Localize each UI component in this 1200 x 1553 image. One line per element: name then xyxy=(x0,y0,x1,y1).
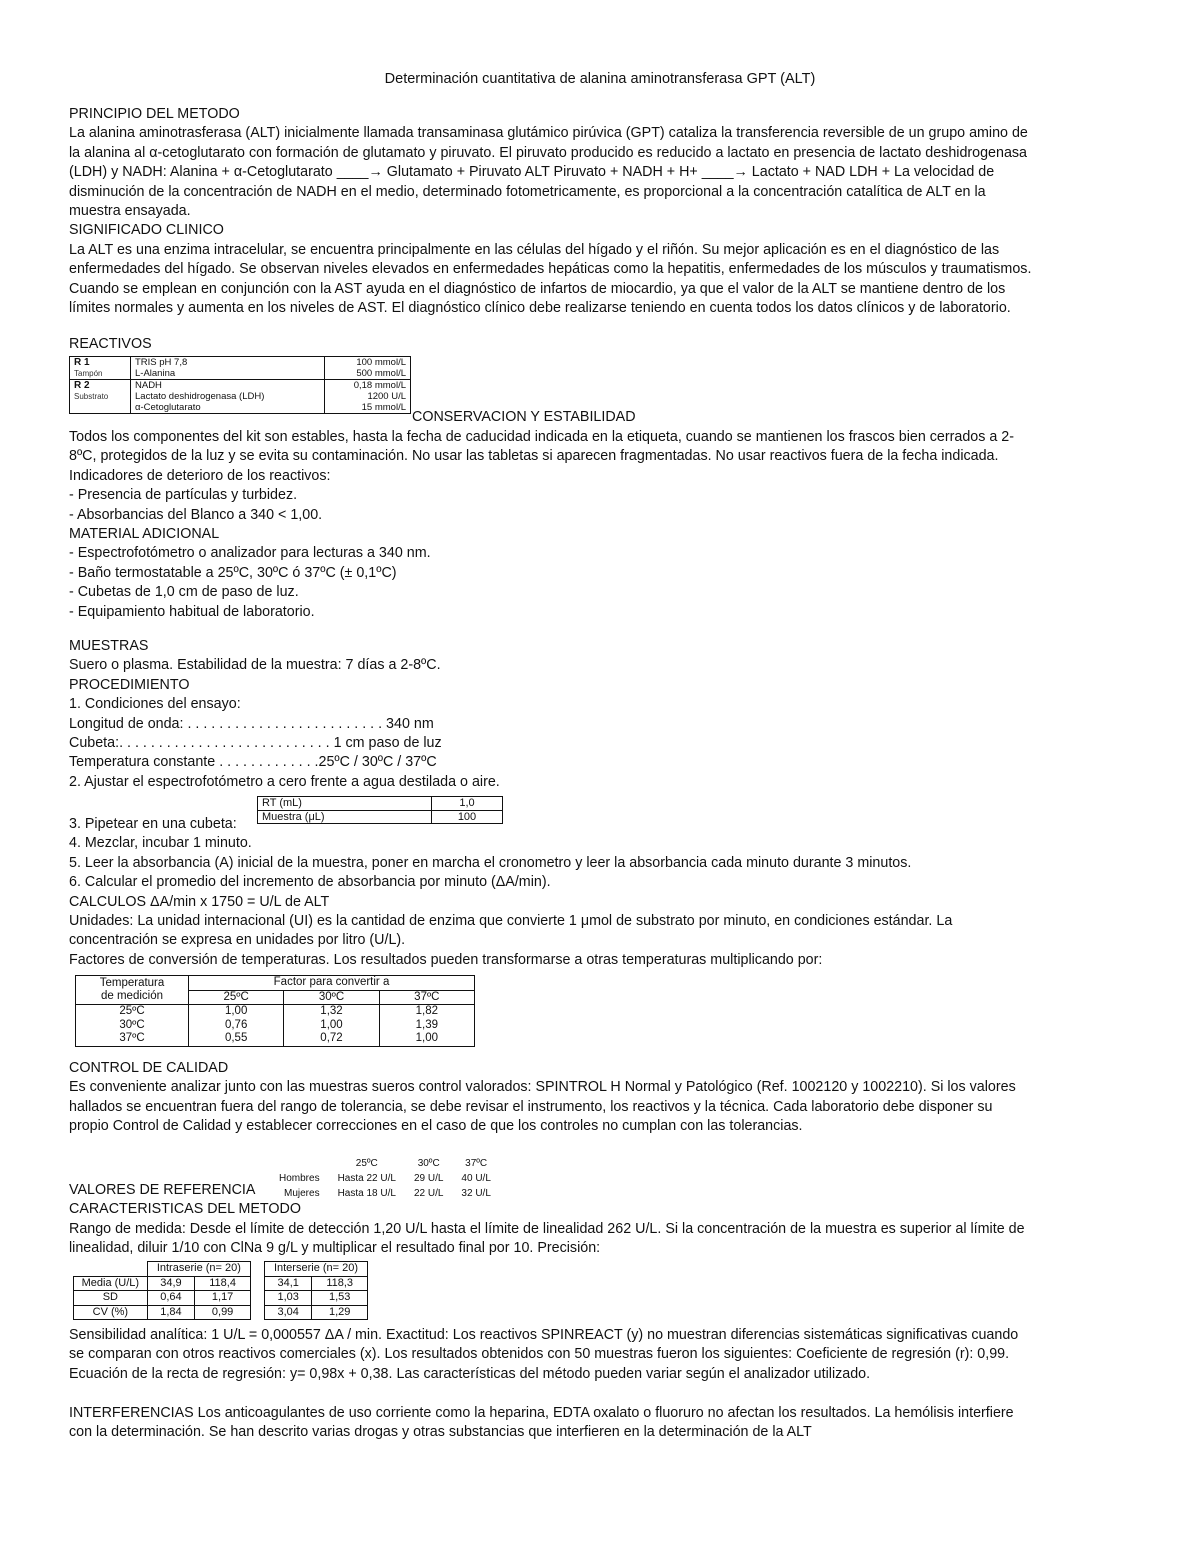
procedimiento-line: Temperatura constante . . . . . . . . . . . . .25ºC / 30ºC / 37ºC xyxy=(69,754,437,771)
intraserie-cell: 118,4 xyxy=(195,1276,251,1291)
material-line: - Baño termostatable a 25ºC, 30ºC ó 37ºC (± 0,1ºC) xyxy=(69,564,397,581)
factor-cell: 0,55 xyxy=(189,1032,284,1046)
significado-line: límites normales y aumenta en los niveles de AST. El diagnóstico clínico debe realizarse teniendo en cuenta todos los datos clínicos y de laboratorio. xyxy=(69,299,1011,316)
muestras-section xyxy=(69,637,1131,792)
reactivo-name: L-Alanina xyxy=(131,368,325,380)
procedimiento-step: 4. Mezclar, incubar 1 minuto. xyxy=(69,835,252,852)
sensibilidad-line: Ecuación de la recta de regresión: y= 0,98x + 0,38. Las características del método pueden variar según el analizador utilizado. xyxy=(69,1365,871,1382)
interserie-row xyxy=(265,1305,368,1320)
intraserie-cell: 1,17 xyxy=(195,1291,251,1306)
conservacion-section xyxy=(69,428,1131,622)
referencia-blank xyxy=(271,1157,328,1170)
factor-cell: 1,39 xyxy=(379,1019,474,1033)
r1-sublabel: Tampón xyxy=(74,369,103,378)
intraserie-label: CV (%) xyxy=(74,1305,148,1320)
significado-heading: SIGNIFICADO CLINICO xyxy=(69,222,224,239)
factor-h2: de medición xyxy=(100,990,163,1002)
calculos-line: concentración se expresa en unidades por litro (U/L). xyxy=(69,932,406,949)
referencia-cell: 32 U/L xyxy=(461,1188,491,1199)
factor-cell: 0,72 xyxy=(284,1032,379,1046)
pipetear-label: RT (mL) xyxy=(258,797,432,811)
interserie-cell: 34,1 xyxy=(265,1276,312,1291)
pipetear-value: 100 xyxy=(432,810,503,824)
principio-line: disminución de la concentración de NADH en el medio, determinado fotometricamente, es proporcional a la concentración catalítica de ALT en la xyxy=(69,183,986,200)
factor-cell: 0,76 xyxy=(189,1019,284,1033)
procedimiento-line: Cubeta:. . . . . . . . . . . . . . . . . . . . . . . . . . . 1 cm paso de luz xyxy=(69,734,442,751)
referencia-col: 37ºC xyxy=(465,1158,488,1169)
conservacion-heading xyxy=(412,408,912,427)
control-line: hallados se encuentran fuera del rango de tolerancia, se debe revisar el instrumento, los reactivos y la técnica. Cada laboratorio debe disponer su xyxy=(69,1098,993,1115)
conservacion-heading-text: CONSERVACION Y ESTABILIDAD xyxy=(412,409,636,425)
significado-line: La ALT es una enzima intracelular, se encuentra principalmente en las células del hígado y el riñón. Su mejor aplicación es en el diagnóstico de las xyxy=(69,241,1000,258)
principio-line: La alanina aminotrasferasa (ALT) inicialmente llamada transaminasa glutámico pirúvica (GPT) cataliza la transferencia reversible de un grupo amino de xyxy=(69,125,1028,142)
intraserie-label: Media (U/L) xyxy=(74,1276,148,1291)
intraserie-row xyxy=(74,1291,251,1306)
pipetear-label: Muestra (μL) xyxy=(258,810,432,824)
procedimiento-line: Longitud de onda: . . . . . . . . . . . . . . . . . . . . . . . . . 340 nm xyxy=(69,715,434,732)
caracteristicas-section xyxy=(69,1181,1131,1259)
reactivos-table xyxy=(69,356,411,414)
reactivo-conc: 500 mmol/L xyxy=(325,368,411,380)
interserie-row xyxy=(265,1276,368,1291)
significado-line: Cuando se emplean en conjunción con la AST ayuda en el diagnóstico de infartos de miocardio, ya que el valor de la ALT se mantiene dentro de los xyxy=(69,280,1006,297)
referencia-cell: Hasta 22 U/L xyxy=(337,1173,396,1184)
interserie-cell: 1,29 xyxy=(312,1305,368,1320)
principio-heading: PRINCIPIO DEL METODO xyxy=(69,106,240,122)
material-heading: MATERIAL ADICIONAL xyxy=(69,525,220,542)
referencia-heading: VALORES DE REFERENCIA xyxy=(69,1182,256,1198)
calculos-line: CALCULOS ΔA/min x 1750 = U/L de ALT xyxy=(69,893,330,910)
calculos-line: Unidades: La unidad internacional (UI) es la cantidad de enzima que convierte 1 μmol de substrato por minuto, en condiciones estándar. La xyxy=(69,912,953,929)
reactivo-conc: 15 mmol/L xyxy=(325,402,411,414)
reactivo-name: TRIS pH 7,8 xyxy=(131,357,325,369)
reactivo-name: α-Cetoglutarato xyxy=(131,402,325,414)
muestras-heading: MUESTRAS xyxy=(69,638,149,654)
r2-label-cell xyxy=(70,380,131,414)
intraserie-cell: 0,99 xyxy=(195,1305,251,1320)
reactivo-name: Lactato deshidrogenasa (LDH) xyxy=(131,391,325,402)
document-title: Determinación cuantitativa de alanina aminotransferasa GPT (ALT) xyxy=(384,71,816,87)
factor-cell: 1,32 xyxy=(284,1005,379,1019)
principio-line: muestra ensayada. xyxy=(69,202,191,219)
intraserie-header: Intraserie (n= 20) xyxy=(147,1262,250,1277)
caracteristicas-line: Rango de medida: Desde el límite de detección 1,20 U/L hasta el límite de linealidad 262 U/L. Si la concentración de la muestra es superior al límite de xyxy=(69,1220,1025,1237)
material-line: - Cubetas de 1,0 cm de paso de luz. xyxy=(69,584,299,601)
interserie-cell: 3,04 xyxy=(265,1305,312,1320)
spacer xyxy=(69,1384,1131,1403)
conservacion-line: Indicadores de deterioro de los reactivos: xyxy=(69,467,331,484)
intraserie-label: SD xyxy=(74,1291,148,1306)
r2-label: R 2 xyxy=(74,380,90,391)
pipetear-value: 1,0 xyxy=(432,797,503,811)
control-line: Es conveniente analizar junto con las muestras sueros control valorados: SPINTROL H Normal y Patológico (Ref. 1002120 y 1002210). Si los valores xyxy=(69,1079,1016,1096)
referencia-cell: Hasta 18 U/L xyxy=(337,1188,396,1199)
conservacion-line: - Presencia de partículas y turbidez. xyxy=(69,487,298,504)
referencia-cell: 40 U/L xyxy=(461,1173,491,1184)
interserie-row xyxy=(265,1291,368,1306)
factor-row xyxy=(76,1019,475,1033)
interserie-cell: 1,03 xyxy=(265,1291,312,1306)
interserie-header: Interserie (n= 20) xyxy=(265,1262,368,1277)
sensibilidad-line: Sensibilidad analítica: 1 U/L = 0,000557 ΔA / min. Exactitud: Los reactivos SPINREACT (y) no muestran diferencias sistemáticas significativas cuando xyxy=(69,1327,1019,1343)
intraserie-row xyxy=(74,1276,251,1291)
intraserie-cell: 0,64 xyxy=(147,1291,194,1306)
referencia-col: 30ºC xyxy=(417,1158,440,1169)
procedimiento-line: 2. Ajustar el espectrofotómetro a cero frente a agua destilada o aire. xyxy=(69,773,500,790)
factor-cell: 37ºC xyxy=(76,1032,189,1046)
procedimiento-step: 5. Leer la absorbancia (A) inicial de la muestra, poner en marcha el cronometro y leer la absorbancia cada minuto durante 3 minutos. xyxy=(69,854,912,871)
referencia-cell: Mujeres xyxy=(284,1188,320,1199)
factor-table xyxy=(75,975,475,1047)
control-heading: CONTROL DE CALIDAD xyxy=(69,1060,229,1076)
intraserie-cell: 1,84 xyxy=(147,1305,194,1320)
referencia-col: 25ºC xyxy=(355,1158,378,1169)
factor-cell: 25ºC xyxy=(76,1005,189,1019)
sensibilidad-line: se comparan con otros reactivos comerciales (x). Los resultados obtenidos con 50 muestras fueron los siguientes: Coeficiente de regresión (r): 0,99. xyxy=(69,1346,1010,1363)
caracteristicas-line: linealidad, diluir 1/10 con ClNa 9 g/L y multiplicar el resultado final por 10. Precisión: xyxy=(69,1240,601,1257)
factor-cell: 1,00 xyxy=(284,1019,379,1033)
factor-header-group: Factor para convertir a xyxy=(189,976,475,991)
interferencias-line: INTERFERENCIAS Los anticoagulantes de uso corriente como la heparina, EDTA oxalato o fluoruro no afectan los resultados. La hemólisis interfiere xyxy=(69,1404,1014,1421)
material-line: - Equipamiento habitual de laboratorio. xyxy=(69,603,315,620)
factor-row xyxy=(76,1032,475,1046)
conservacion-line: 8ºC, protegidos de la luz y se evita su contaminación. No usar las tabletas si aparecen fragmentadas. No usar reactivos fuera de la fecha indicada. xyxy=(69,448,999,465)
procedimiento-heading: PROCEDIMIENTO xyxy=(69,676,190,693)
caracteristicas-heading: CARACTERISTICAS DEL METODO xyxy=(69,1201,301,1218)
sensibilidad-section xyxy=(69,1326,1131,1442)
reactivos-heading-text: REACTIVOS xyxy=(69,336,152,352)
referencia-cell: Hombres xyxy=(279,1173,320,1184)
factor-col: 37ºC xyxy=(379,990,474,1005)
reactivo-name: NADH xyxy=(131,380,325,392)
procedimiento-step: 6. Calcular el promedio del incremento de absorbancia por minuto (ΔA/min). xyxy=(69,874,551,891)
reactivo-conc: 100 mmol/L xyxy=(325,357,411,369)
pipetear-step: 3. Pipetear en una cubeta: xyxy=(69,816,237,832)
intraserie-cell: 34,9 xyxy=(147,1276,194,1291)
interferencias-line: con la determinación. Se han descrito varias drogas y otras substancias que interfieren en la determinación de la ALT xyxy=(69,1423,812,1440)
intraserie-table xyxy=(73,1261,251,1320)
intraserie-row xyxy=(74,1305,251,1320)
interserie-cell: 118,3 xyxy=(312,1276,368,1291)
control-section xyxy=(69,1059,1131,1137)
r1-label-cell xyxy=(70,357,131,380)
interserie-table xyxy=(264,1261,368,1320)
material-line: - Espectrofotómetro o analizador para lecturas a 340 nm. xyxy=(69,545,431,562)
r2-sublabel: Substrato xyxy=(74,392,109,401)
conservacion-line: Todos los componentes del kit son estables, hasta la fecha de caducidad indicada en la etiqueta, cuando se mantienen los frascos bien cerrados a 2- xyxy=(69,429,1014,445)
factor-cell: 1,00 xyxy=(379,1032,474,1046)
principio-section xyxy=(69,105,1131,318)
referencia-cell: 22 U/L xyxy=(413,1188,444,1199)
procedimiento-steps xyxy=(69,815,1131,970)
muestras-text: Suero o plasma. Estabilidad de la muestra: 7 días a 2-8ºC. xyxy=(69,657,441,674)
calculos-line: Factores de conversión de temperaturas. Los resultados pueden transformarse a otras temperaturas multiplicando por: xyxy=(69,951,823,968)
conservacion-line: - Absorbancias del Blanco a 340 < 1,00. xyxy=(69,506,323,523)
r1-label: R 1 xyxy=(74,357,90,368)
referencia-cell: 29 U/L xyxy=(413,1173,444,1184)
interserie-cell: 1,53 xyxy=(312,1291,368,1306)
factor-col: 30ºC xyxy=(284,990,379,1005)
factor-cell: 1,00 xyxy=(189,1005,284,1019)
control-line: propio Control de Calidad y establecer correcciones en el caso de que los controles no cumplan con las tolerancias. xyxy=(69,1118,803,1135)
factor-row xyxy=(76,1005,475,1019)
reactivo-conc: 0,18 mmol/L xyxy=(325,380,411,392)
factor-header-temp xyxy=(76,976,189,1005)
factor-cell: 1,82 xyxy=(379,1005,474,1019)
factor-cell: 30ºC xyxy=(76,1019,189,1033)
principio-line: la alanina al α-cetoglutarato con formación de glutamato y piruvato. El piruvato producido es reducido a lactato en presencia de lactato deshidrogenasa xyxy=(69,144,1028,161)
principio-line: (LDH) y NADH: Alanina + α-Cetoglutarato ____→ Glutamato + Piruvato ALT Piruvato + NADH + H+ ____→ Lactato + NAD LDH + La velocidad de xyxy=(69,164,995,181)
reactivo-conc: 1200 U/L xyxy=(325,391,411,402)
factor-col: 25ºC xyxy=(189,990,284,1005)
procedimiento-line: 1. Condiciones del ensayo: xyxy=(69,696,241,713)
intraserie-blank xyxy=(74,1262,148,1277)
reactivos-heading xyxy=(69,335,1131,354)
significado-line: enfermedades del hígado. Se observan niveles elevados en enfermedades hepáticas como la hepatitis, enfermedades de los músculos y traumatismos. xyxy=(69,261,1032,278)
factor-h1: Temperatura xyxy=(99,976,165,989)
